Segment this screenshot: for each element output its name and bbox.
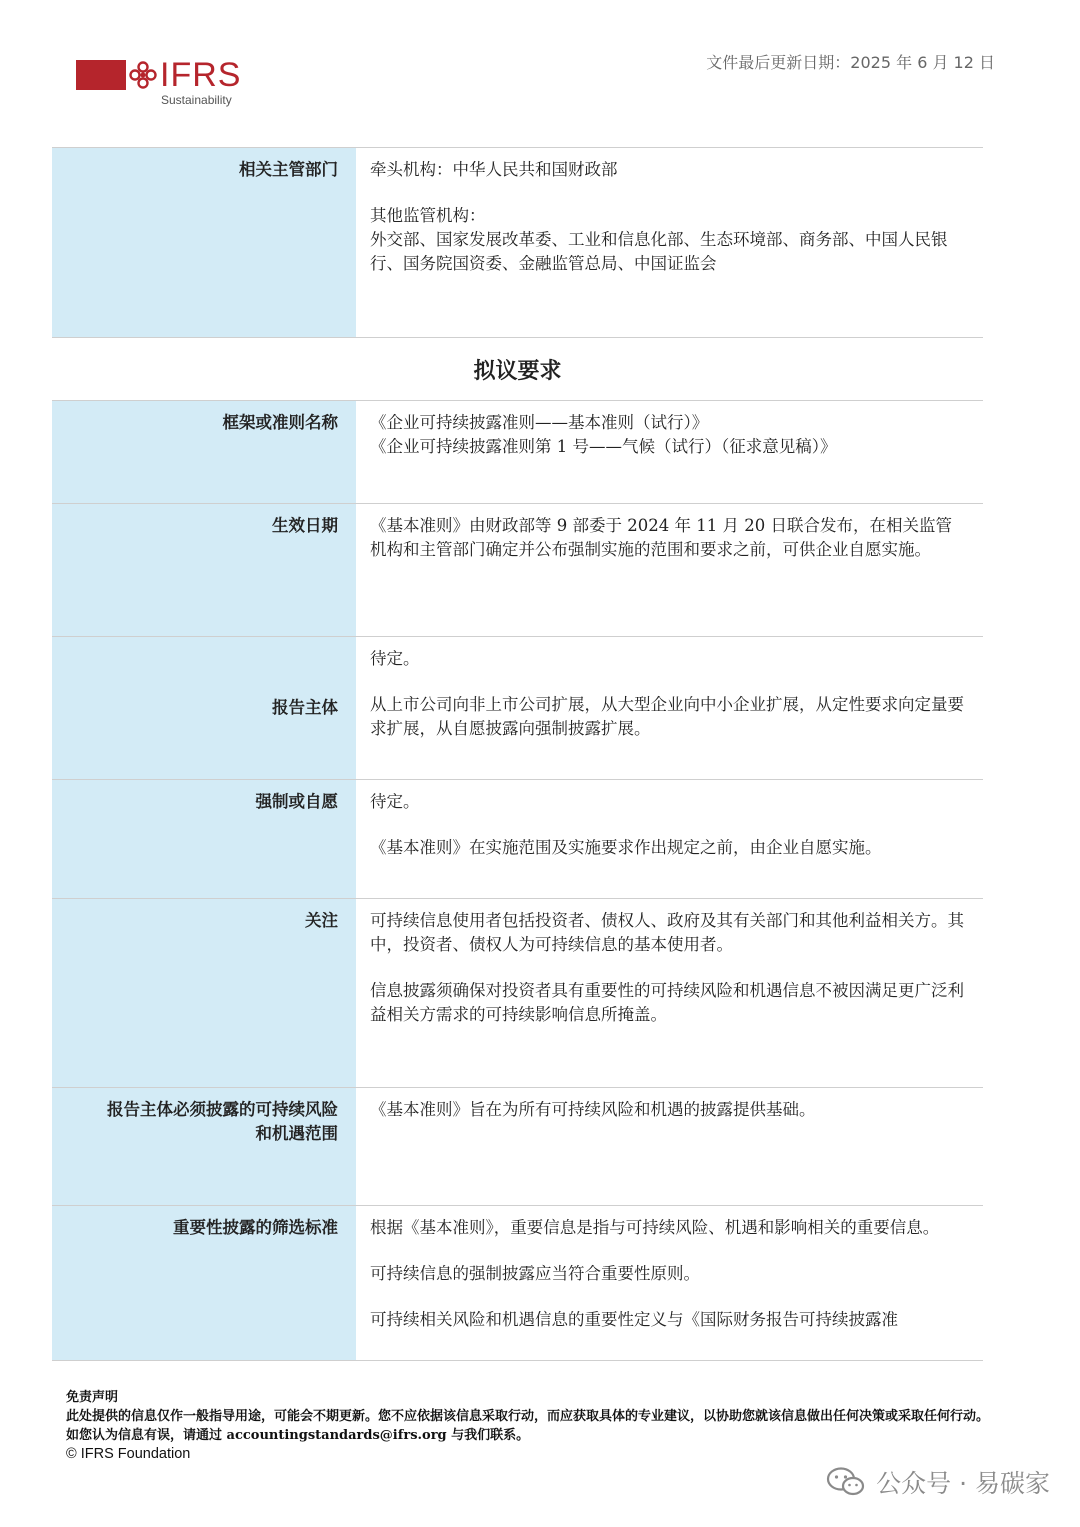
table-row bbox=[52, 147, 983, 338]
table-row bbox=[52, 1087, 983, 1205]
disclaimer bbox=[66, 1388, 996, 1464]
watermark bbox=[826, 1464, 1050, 1500]
authority-table bbox=[52, 147, 983, 338]
row-label: 生效日期 bbox=[52, 504, 356, 636]
row-value bbox=[356, 1206, 983, 1360]
copyright: © IFRS Foundation bbox=[66, 1446, 191, 1462]
row-label bbox=[52, 637, 356, 779]
row-value bbox=[356, 637, 983, 779]
row-paragraph: 可持续相关风险和机遇信息的重要性定义与《国际财务报告可持续披露准 bbox=[370, 1310, 898, 1329]
other-authorities bbox=[370, 204, 965, 276]
lead-authority: 牵头机构：中华人民共和国财政部 bbox=[370, 160, 618, 179]
row-paragraph: 根据《基本准则》，重要信息是指与可持续风险、机遇和影响相关的重要信息。 bbox=[370, 1218, 940, 1237]
row-label: 强制或自愿 bbox=[52, 780, 356, 898]
update-date: 文件最后更新日期：2025 年 6 月 12 日 bbox=[706, 53, 995, 72]
row-paragraph: 《基本准则》在实施范围及实施要求作出规定之前，由企业自愿实施。 bbox=[370, 838, 882, 857]
row-value bbox=[356, 1088, 983, 1205]
disclaimer-text: 此处提供的信息仅作一般指导用途，可能会不期更新。您不应依据该信息采取行动，而应获取具体的专业建议，以协助您就该信息做出任何决策或采取任何行动。如您认为信息有误，请通过 accountingstandards@ifrs.org 与我们联系。 bbox=[66, 1409, 990, 1443]
row-paragraph: 《企业可持续披露准则——基本准则（试行）》 《企业可持续披露准则第 1 号——气候（试行）（征求意见稿）》 bbox=[370, 413, 837, 456]
row-value bbox=[356, 401, 983, 503]
table-row bbox=[52, 1205, 983, 1361]
row-value bbox=[356, 148, 983, 337]
other-authorities-list: 外交部、国家发展改革委、工业和信息化部、生态环境部、商务部、中国人民银行、国务院国资委、金融监管总局、中国证监会 bbox=[370, 230, 948, 273]
table-row bbox=[52, 400, 983, 503]
ifrs-flower-icon bbox=[128, 60, 158, 90]
row-paragraph: 可持续信息的强制披露应当符合重要性原则。 bbox=[370, 1264, 700, 1283]
requirements-table bbox=[52, 400, 983, 1361]
row-label: 相关主管部门 bbox=[52, 148, 356, 337]
table-row bbox=[52, 898, 983, 1087]
disclaimer-title: 免责声明 bbox=[66, 1390, 119, 1405]
row-label: 关注 bbox=[52, 899, 356, 1087]
ifrs-logo bbox=[76, 57, 256, 107]
row-paragraph: 《基本准则》旨在为所有可持续风险和机遇的披露提供基础。 bbox=[370, 1100, 816, 1119]
row-paragraph: 《基本准则》由财政部等 9 部委于 2024 年 11 月 20 日联合发布，在相关监管机构和主管部门确定并公布强制实施的范围和要求之前，可供企业自愿实施。 bbox=[370, 516, 952, 559]
row-label: 重要性披露的筛选标准 bbox=[52, 1206, 356, 1360]
logo-red-bar bbox=[76, 60, 126, 90]
row-value bbox=[356, 899, 983, 1087]
table-row bbox=[52, 636, 983, 779]
other-authorities-title: 其他监管机构： bbox=[370, 206, 486, 225]
logo-mark bbox=[126, 57, 254, 93]
watermark-text: 公众号 · 易碳家 bbox=[876, 1469, 1050, 1498]
logo-subtitle: Sustainability bbox=[161, 93, 232, 107]
row-label: 框架或准则名称 bbox=[52, 401, 356, 503]
wechat-icon bbox=[826, 1467, 866, 1497]
table-row bbox=[52, 779, 983, 898]
row-paragraph: 信息披露须确保对投资者具有重要性的可持续风险和机遇信息不被因满足更广泛利益相关方需求的可持续影响信息所掩盖。 bbox=[370, 981, 964, 1024]
logo-text: IFRS bbox=[160, 56, 242, 94]
row-paragraph: 待定。 bbox=[370, 649, 420, 668]
row-value bbox=[356, 504, 983, 636]
row-value bbox=[356, 780, 983, 898]
row-paragraph: 从上市公司向非上市公司扩展，从大型企业向中小企业扩展，从定性要求向定量要求扩展，从自愿披露向强制披露扩展。 bbox=[370, 695, 964, 738]
row-label: 报告主体必须披露的可持续风险和机遇范围 bbox=[52, 1088, 356, 1205]
row-paragraph: 可持续信息使用者包括投资者、债权人、政府及其有关部门和其他利益相关方。其中，投资者、债权人为可持续信息的基本使用者。 bbox=[370, 911, 964, 954]
row-paragraph: 待定。 bbox=[370, 792, 420, 811]
section-title: 拟议要求 bbox=[473, 358, 562, 384]
table-row bbox=[52, 503, 983, 636]
row-label-text: 报告主体 bbox=[272, 698, 338, 717]
